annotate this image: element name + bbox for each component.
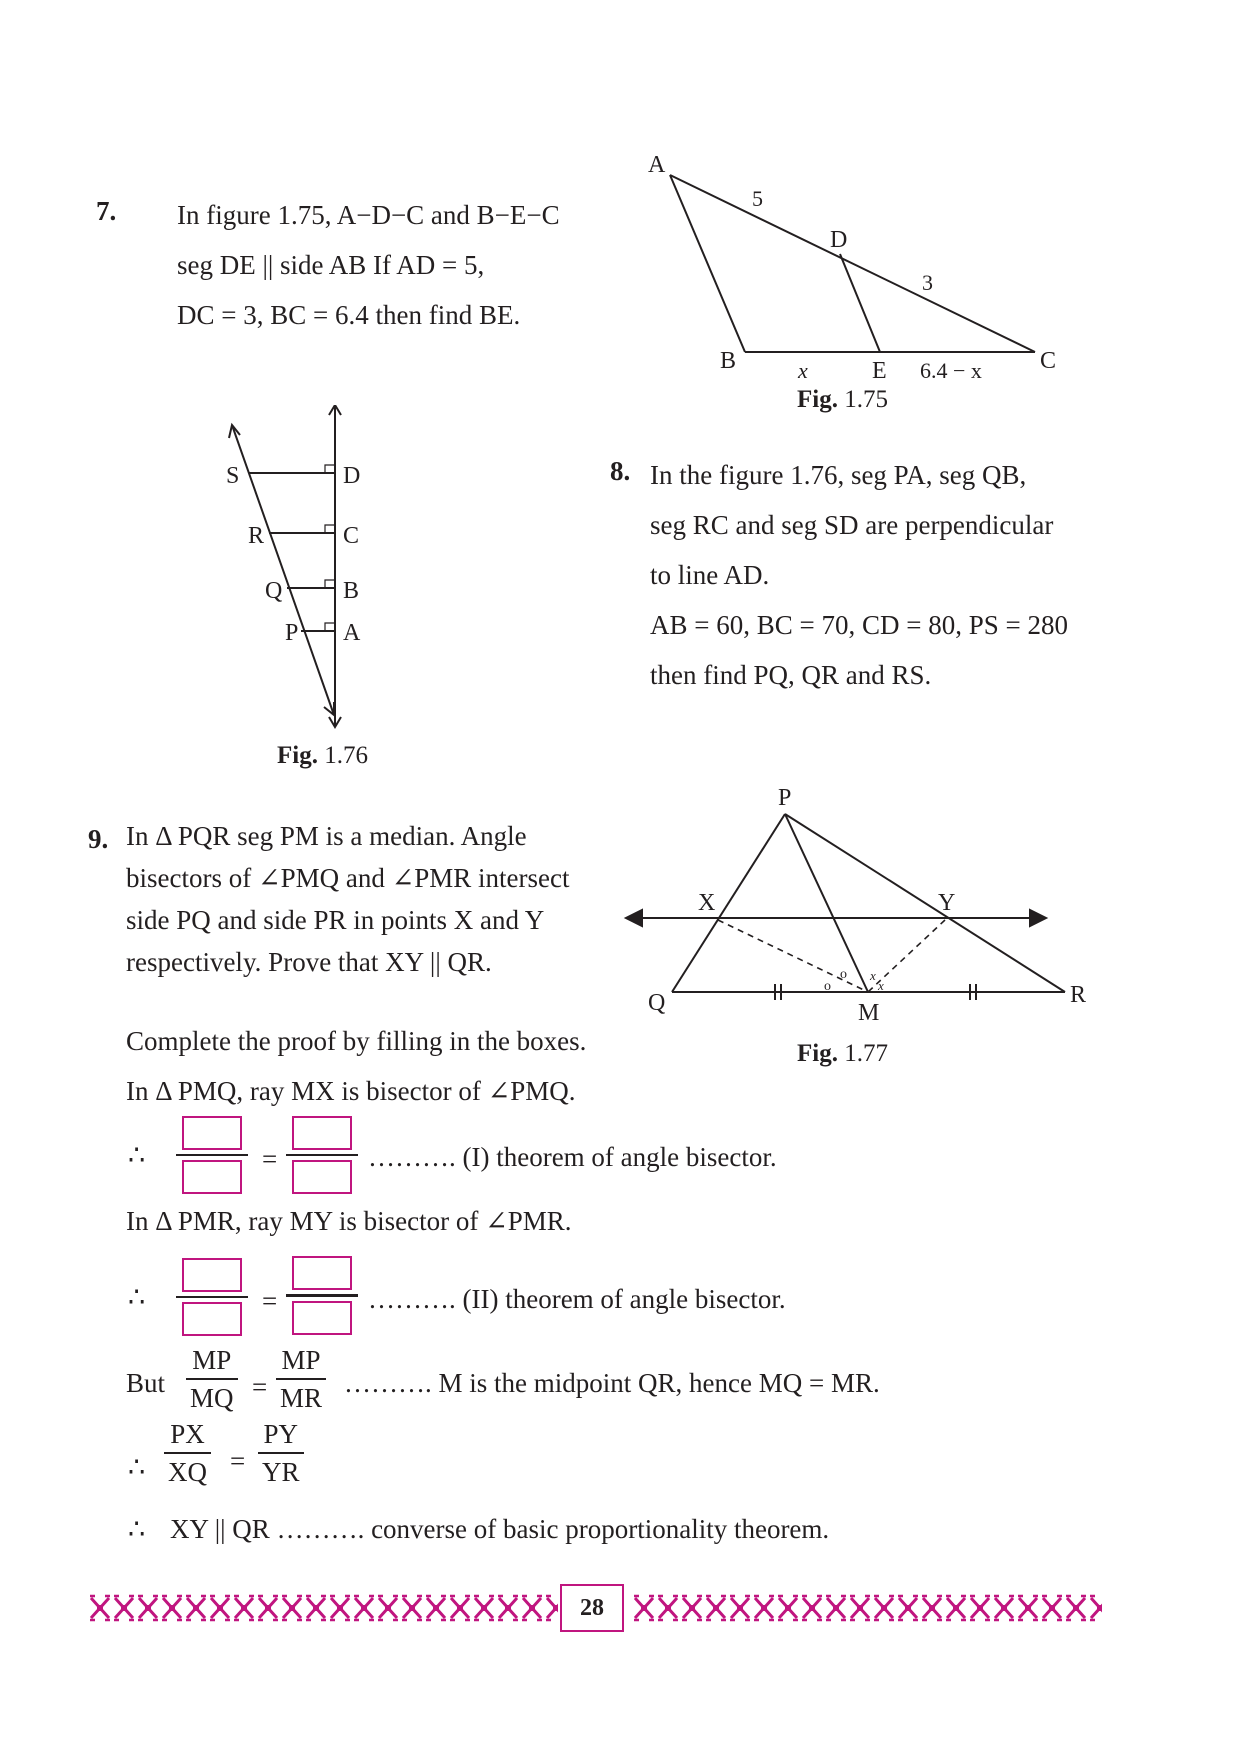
fig176-caption-num: 1.76 xyxy=(324,742,368,769)
frac-num-py: PY xyxy=(263,1419,299,1449)
fig175-label-c: C xyxy=(1040,348,1057,374)
fig177-label-q: Q xyxy=(648,990,666,1016)
fig177-label-r: R xyxy=(1070,982,1087,1008)
fig175-caption xyxy=(797,386,888,414)
fig177-angle-x1: x xyxy=(870,968,876,983)
footer-ornament-left xyxy=(88,1592,558,1624)
frac-den-yr: YR xyxy=(262,1456,300,1487)
proof-statement-2: In Δ PMR, ray MY is bisector of ∠PMR. xyxy=(126,1206,572,1236)
figure-1-75 xyxy=(640,140,1080,380)
fig176-label-a: A xyxy=(343,620,361,646)
fig176-label-r: R xyxy=(248,523,265,549)
fig175-label-be: x xyxy=(798,358,808,380)
q9-line3: side PQ and side PR in points X and Y xyxy=(126,905,545,935)
therefore-symbol-3: ∴ xyxy=(128,1452,146,1482)
question-9-text xyxy=(126,815,626,983)
frac-num-mp2: MP xyxy=(281,1345,321,1375)
frac-den-xq: XQ xyxy=(168,1456,207,1487)
fig176-label-b: B xyxy=(343,578,360,604)
fig177-label-m: M xyxy=(858,1000,880,1026)
fig177-caption-bold: Fig. xyxy=(797,1040,838,1067)
therefore-symbol-1: ∴ xyxy=(128,1140,146,1170)
fig175-label-a: A xyxy=(648,152,666,178)
q8-line4: AB = 60, BC = 70, CD = 80, PS = 280 xyxy=(650,610,1068,640)
equals-3: = xyxy=(252,1372,268,1402)
fig175-label-b: B xyxy=(720,348,737,374)
proof-statement-1: In Δ PMQ, ray MX is bisector of ∠PMQ. xyxy=(126,1076,576,1106)
fig177-angle-o1: o xyxy=(824,979,831,994)
fraction-mp-mr xyxy=(276,1342,326,1416)
reason-2: ………. (II) theorem of angle bisector. xyxy=(368,1284,786,1314)
fig175-caption-bold: Fig. xyxy=(797,386,838,413)
fig177-angle-x2: x xyxy=(878,978,884,993)
question-number-9: 9. xyxy=(88,824,109,854)
question-number-7: 7. xyxy=(96,196,117,226)
but-label: But xyxy=(126,1368,166,1398)
fig176-label-q: Q xyxy=(265,578,283,604)
q9-line1: In Δ PQR seg PM is a median. Angle xyxy=(126,821,527,851)
answer-box-5[interactable] xyxy=(182,1258,242,1292)
fig176-label-s: S xyxy=(226,463,240,489)
q8-line5: then find PQ, QR and RS. xyxy=(650,660,932,690)
fraction-px-xq xyxy=(164,1416,211,1490)
fig175-label-ad: 5 xyxy=(752,186,763,211)
proof-intro: Complete the proof by filling in the boxes. xyxy=(126,1026,587,1056)
q8-line2: seg RC and seg SD are perpendicular xyxy=(650,510,1054,540)
q7-line2: seg DE || side AB If AD = 5, xyxy=(177,250,485,280)
q7-line1: In figure 1.75, A−D−C and B−E−C xyxy=(177,200,560,230)
reason-3: ………. M is the midpoint QR, hence MQ = MR. xyxy=(344,1368,880,1398)
fig176-caption-bold: Fig. xyxy=(277,742,318,769)
frac-num-mp1: MP xyxy=(192,1345,232,1375)
fig176-label-p: P xyxy=(285,620,299,646)
figure-1-76 xyxy=(210,405,460,735)
frac-num-px: PX xyxy=(170,1419,205,1449)
question-7-text xyxy=(177,190,597,340)
page-number: 28 xyxy=(560,1584,624,1632)
frac-den-mq: MQ xyxy=(190,1382,234,1413)
q9-line2: bisectors of ∠PMQ and ∠PMR intersect xyxy=(126,863,570,893)
frac-den-mr: MR xyxy=(280,1382,323,1413)
fig177-label-y: Y xyxy=(938,890,956,916)
fig177-label-x: X xyxy=(698,890,716,916)
q8-line1: In the figure 1.76, seg PA, seg QB, xyxy=(650,460,1027,490)
equals-1: = xyxy=(262,1144,278,1174)
fraction-mp-mq xyxy=(186,1342,238,1416)
footer-ornament-right xyxy=(632,1592,1102,1624)
fraction-box-2b xyxy=(286,1252,358,1339)
reason-1: ………. (I) theorem of angle bisector. xyxy=(368,1142,777,1172)
q9-line4: respectively. Prove that XY || QR. xyxy=(126,947,492,977)
fig175-label-d: D xyxy=(830,227,848,253)
answer-box-8[interactable] xyxy=(292,1301,352,1335)
fig176-label-d: D xyxy=(343,463,361,489)
proof-conclusion: XY || QR ………. converse of basic proportionality theorem. xyxy=(170,1514,830,1544)
fig176-caption xyxy=(277,742,368,770)
figure-1-77 xyxy=(620,780,1100,1030)
fig175-caption-num: 1.75 xyxy=(844,386,888,413)
therefore-symbol-2: ∴ xyxy=(128,1282,146,1312)
fig177-label-p: P xyxy=(778,785,792,811)
fig175-label-ec: 6.4 − x xyxy=(920,358,982,380)
question-8-text xyxy=(650,450,1100,700)
question-number-8: 8. xyxy=(610,456,631,486)
answer-box-4[interactable] xyxy=(292,1160,352,1194)
fig175-label-dc: 3 xyxy=(922,270,933,295)
equals-4: = xyxy=(230,1446,246,1476)
answer-box-1[interactable] xyxy=(182,1116,242,1150)
answer-box-7[interactable] xyxy=(292,1256,352,1290)
answer-box-3[interactable] xyxy=(292,1116,352,1150)
fig176-label-c: C xyxy=(343,523,360,549)
q7-line3: DC = 3, BC = 6.4 then find BE. xyxy=(177,300,521,330)
answer-box-6[interactable] xyxy=(182,1302,242,1336)
fraction-box-1b xyxy=(286,1112,358,1198)
fig177-angle-o2: o xyxy=(840,967,847,982)
equals-2: = xyxy=(262,1286,278,1316)
fig175-label-e: E xyxy=(872,358,887,380)
q8-line3: to line AD. xyxy=(650,560,770,590)
fig177-caption xyxy=(797,1040,888,1068)
fig177-caption-num: 1.77 xyxy=(844,1040,888,1067)
answer-box-2[interactable] xyxy=(182,1160,242,1194)
fraction-box-2a xyxy=(176,1254,248,1340)
therefore-symbol-4: ∴ xyxy=(128,1514,146,1544)
fraction-py-yr xyxy=(258,1416,304,1490)
fraction-box-1a xyxy=(176,1112,248,1198)
